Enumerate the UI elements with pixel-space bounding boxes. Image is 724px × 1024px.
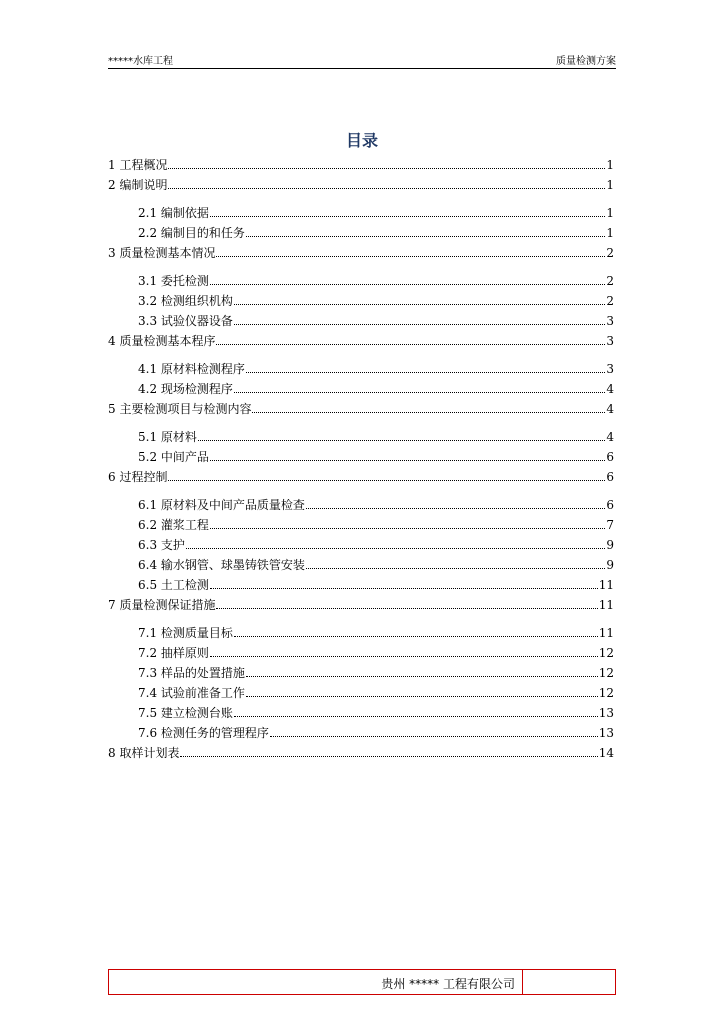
toc-entry[interactable] (138, 660, 614, 680)
toc-leader-dots (210, 459, 605, 461)
toc-leader-dots (234, 391, 605, 393)
toc-page-number: 1 (606, 178, 614, 192)
toc-entry-label: 3 质量检测基本情况 (108, 246, 216, 260)
toc-entry[interactable] (108, 172, 614, 192)
toc-leader-dots (198, 439, 605, 441)
toc-entry[interactable] (108, 740, 614, 760)
toc-page-number: 1 (606, 206, 614, 220)
toc-entry-label: 3.3 试验仪器设备 (138, 314, 233, 328)
toc-entry[interactable] (108, 328, 614, 348)
toc-leader-dots (210, 215, 605, 217)
toc-entry[interactable] (138, 532, 614, 552)
toc-page-number: 2 (606, 294, 614, 308)
toc-page-number: 3 (606, 314, 614, 328)
toc-entry-label: 7.2 抽样原则 (138, 646, 209, 660)
toc-page-number: 12 (598, 666, 614, 680)
toc-entry-label: 2.2 编制目的和任务 (138, 226, 245, 240)
toc-entry[interactable] (108, 592, 614, 612)
header-document-title: 质量检测方案 (556, 56, 616, 67)
toc-page-number: 11 (598, 598, 614, 612)
toc-leader-dots (210, 587, 598, 589)
toc-leader-dots (306, 507, 605, 509)
toc-entry-label: 6 过程控制 (108, 470, 168, 484)
footer-divider (522, 970, 523, 994)
footer-company-name: 贵州 ***** 工程有限公司 (381, 977, 515, 991)
page-header (108, 50, 616, 69)
toc-leader-dots (216, 343, 605, 345)
toc-entry[interactable] (138, 572, 614, 592)
toc-page-number: 11 (598, 578, 614, 592)
toc-entry[interactable] (138, 700, 614, 720)
toc-entry[interactable] (108, 464, 614, 484)
toc-leader-dots (306, 567, 605, 569)
toc-page-number: 13 (598, 726, 614, 740)
toc-entry[interactable] (138, 424, 614, 444)
toc-page-number: 13 (598, 706, 614, 720)
toc-entry[interactable] (138, 288, 614, 308)
toc-leader-dots (246, 675, 598, 677)
toc-title: 目录 (345, 131, 378, 150)
toc-leader-dots (246, 235, 605, 237)
toc-entry[interactable] (138, 640, 614, 660)
toc-entry-label: 2 编制说明 (108, 178, 168, 192)
toc-entry[interactable] (138, 512, 614, 532)
toc-entry[interactable] (108, 240, 614, 260)
toc-entry[interactable] (138, 620, 614, 640)
toc-entry-label: 6.5 土工检测 (138, 578, 209, 592)
toc-entry[interactable] (138, 268, 614, 288)
toc-page-number: 6 (606, 450, 614, 464)
toc-entry-label: 7.4 试验前准备工作 (138, 686, 245, 700)
toc-entry[interactable] (138, 308, 614, 328)
toc-entry-label: 6.4 输水钢管、球墨铸铁管安装 (138, 558, 305, 572)
toc-leader-dots (210, 283, 605, 285)
toc-leader-dots (216, 255, 605, 257)
toc-leader-dots (210, 527, 605, 529)
toc-page-number: 1 (606, 226, 614, 240)
toc-page-number: 9 (606, 558, 614, 572)
toc-page-number: 4 (606, 430, 614, 444)
toc-page-number: 12 (598, 646, 614, 660)
toc-leader-dots (234, 323, 605, 325)
toc-leader-dots (246, 695, 598, 697)
toc-entry-label: 7 质量检测保证措施 (108, 598, 216, 612)
toc-page-number: 1 (606, 158, 614, 172)
toc-leader-dots (210, 655, 598, 657)
header-project-name: *****水库工程 (108, 56, 173, 67)
toc-entry[interactable] (138, 444, 614, 464)
toc-page-number: 3 (606, 362, 614, 376)
toc-leader-dots (180, 755, 597, 757)
toc-entry-label: 4 质量检测基本程序 (108, 334, 216, 348)
toc-page-number: 14 (598, 746, 614, 760)
toc-entry-label: 5.1 原材料 (138, 430, 197, 444)
toc-leader-dots (234, 715, 598, 717)
toc-entry-label: 1 工程概况 (108, 158, 168, 172)
toc-leader-dots (234, 303, 605, 305)
toc-entry-label: 3.2 检测组织机构 (138, 294, 233, 308)
toc-entry-label: 6.3 支护 (138, 538, 185, 552)
toc-entry-label: 7.6 检测任务的管理程序 (138, 726, 269, 740)
toc-page-number: 4 (606, 382, 614, 396)
toc-leader-dots (246, 371, 605, 373)
toc-leader-dots (168, 479, 605, 481)
toc-entry[interactable] (138, 356, 614, 376)
toc-entry-label: 3.1 委托检测 (138, 274, 209, 288)
toc-page-number: 7 (606, 518, 614, 532)
toc-entry[interactable] (138, 552, 614, 572)
toc-entry-label: 6.1 原材料及中间产品质量检查 (138, 498, 305, 512)
toc-entry-label: 2.1 编制依据 (138, 206, 209, 220)
toc-entry-label: 8 取样计划表 (108, 746, 180, 760)
toc-entry-label: 6.2 灌浆工程 (138, 518, 209, 532)
toc-entry[interactable] (138, 680, 614, 700)
toc-leader-dots (168, 187, 605, 189)
toc-leader-dots (168, 167, 605, 169)
toc-page-number: 4 (606, 402, 614, 416)
toc-entry[interactable] (138, 220, 614, 240)
toc-entry-label: 4.2 现场检测程序 (138, 382, 233, 396)
toc-page-number: 11 (598, 626, 614, 640)
toc-entry-label: 7.5 建立检测台账 (138, 706, 233, 720)
toc-entry-label: 7.1 检测质量目标 (138, 626, 233, 640)
toc-page-number: 9 (606, 538, 614, 552)
toc-entry[interactable] (138, 200, 614, 220)
toc-leader-dots (186, 547, 605, 549)
toc-entry[interactable] (138, 376, 614, 396)
toc-page-number: 3 (606, 334, 614, 348)
toc-entry-label: 5 主要检测项目与检测内容 (108, 402, 252, 416)
toc-entry-label: 5.2 中间产品 (138, 450, 209, 464)
toc-page-number: 6 (606, 498, 614, 512)
toc-entry-label: 4.1 原材料检测程序 (138, 362, 245, 376)
toc-page-number: 2 (606, 274, 614, 288)
toc-entry[interactable] (138, 720, 614, 740)
toc-leader-dots (270, 735, 598, 737)
toc-page-number: 6 (606, 470, 614, 484)
page-footer (108, 969, 616, 995)
toc-page-number: 12 (598, 686, 614, 700)
toc-entry-label: 7.3 样品的处置措施 (138, 666, 245, 680)
toc-page-number: 2 (606, 246, 614, 260)
toc-leader-dots (216, 607, 597, 609)
toc-entry[interactable] (108, 152, 614, 172)
toc-leader-dots (234, 635, 598, 637)
toc-entry[interactable] (138, 492, 614, 512)
toc-entry[interactable] (108, 396, 614, 416)
toc-leader-dots (252, 411, 605, 413)
